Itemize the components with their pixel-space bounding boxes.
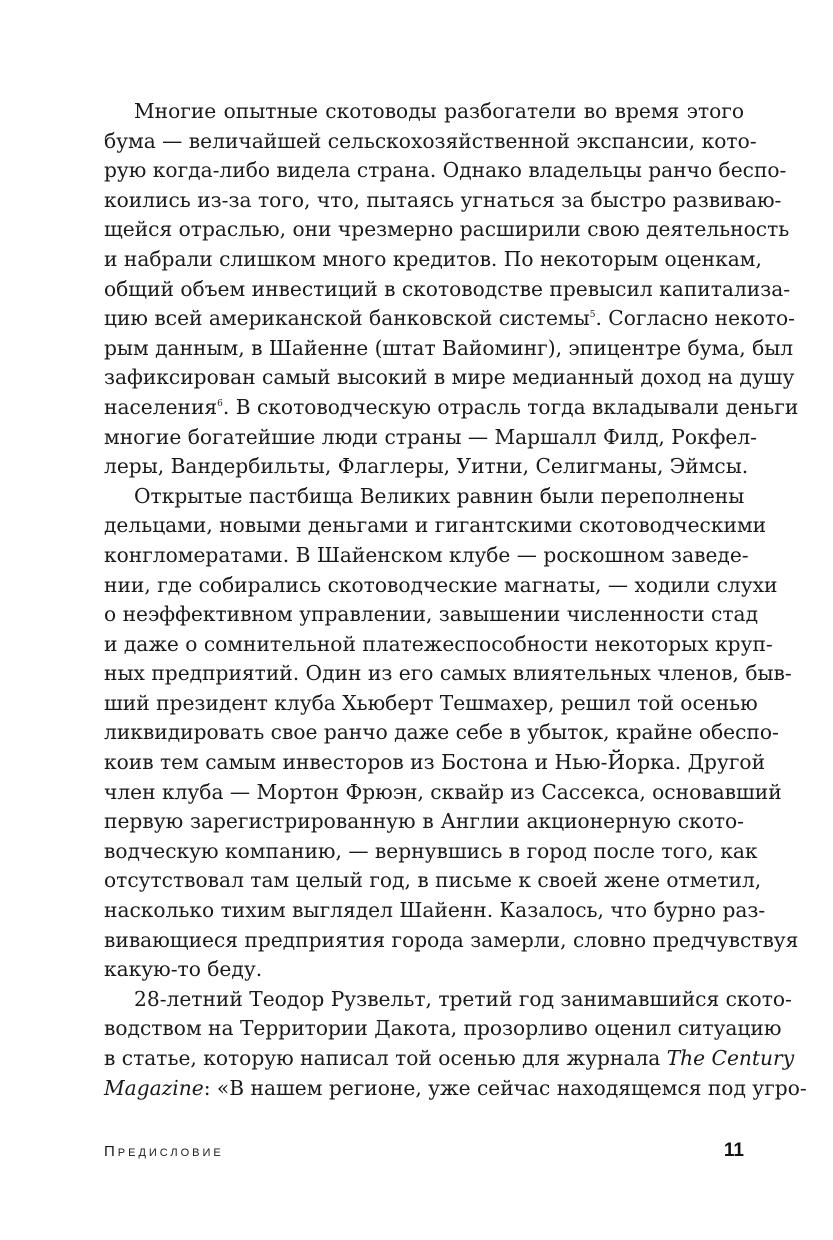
journal-title: Magazine (104, 1075, 204, 1100)
footnote-ref-5[interactable]: 5 (589, 310, 596, 321)
text-line: общий объем инвестиций в скотоводстве превысил капитализа- (104, 276, 791, 301)
text-line: и даже о сомнительной платежеспособности некоторых круп- (104, 631, 773, 656)
text-run: цию всей американской банковской системы (104, 306, 590, 331)
text-line: вивающиеся предприятия города замерли, словно предчувствуя (104, 927, 799, 952)
text-run: в статье, которую написал той осенью для журнала (104, 1046, 661, 1070)
text-run: населения (104, 394, 218, 419)
text-line: Многие опытные скотоводы разбогатели во время этого (134, 99, 744, 123)
text-line: дельцами, новыми деньгами и гигантскими скотоводческими (104, 513, 767, 538)
text-line: конгломератами. В Шайенском клубе — роскошном заведе- (104, 542, 749, 567)
text-line (104, 1044, 795, 1074)
text-line: о неэффективном управлении, завышении численности стад (104, 602, 758, 627)
text-line: ший президент клуба Хьюберт Тешмахер, решил той осенью (104, 690, 758, 715)
text-line: рую когда-либо видела страна. Однако владельцы ранчо беспо- (104, 158, 787, 183)
text-line: Открытые пастбища Великих равнин были переполнены (134, 483, 745, 508)
body-text (104, 97, 807, 1103)
text-line: коив тем самым инвесторов из Бостона и Нью-Йорка. Другой (104, 750, 766, 775)
footnote-ref-6[interactable]: 6 (217, 398, 223, 409)
text-line: леры, Вандербильты, Флаглеры, Уитни, Селигманы, Эймсы. (104, 454, 749, 479)
text-line: отсутствовал там целый год, в письме к своей жене отметил, (104, 868, 762, 893)
text-line: член клуба — Мортон Фрюэн, сквайр из Сассекса, основавший (104, 779, 782, 804)
text-line: водческую компанию, — вернувшись в город после того, как (104, 838, 758, 863)
page-number: 11 (723, 1140, 744, 1161)
text-line (104, 1074, 807, 1104)
text-line: щейся отраслью, они чрезмерно расширили свою деятельность (104, 217, 790, 242)
text-line: насколько тихим выглядел Шайенн. Казалось, что бурно раз- (104, 898, 766, 923)
text-line (104, 304, 795, 334)
text-line: и набрали слишком много кредитов. По некоторым оценкам, (104, 246, 762, 271)
text-line: какую-то беду. (104, 957, 263, 982)
text-line: рым данным, в Шайенне (штат Вайоминг), эпицентре бума, был (104, 335, 794, 360)
text-line (104, 393, 799, 423)
running-head: Предисловие (104, 1142, 224, 1160)
text-line: водством на Территории Дакота, прозорливо оценил ситуацию (104, 1016, 782, 1041)
text-line: бума — величайшей сельскохозяйственной экспансии, кото- (104, 128, 757, 153)
text-run: . Согласно некото- (595, 306, 795, 331)
text-line: первую зарегистрированную в Англии акционерную ското- (104, 809, 744, 834)
journal-title: The Century (666, 1046, 795, 1070)
text-line: нии, где собирались скотоводческие магнаты, — ходили слухи (104, 572, 778, 597)
page-footer (104, 1136, 744, 1166)
text-run: . В скотоводческую отрасль тогда вкладывали деньги (222, 394, 799, 419)
text-line: ных предприятий. Один из его самых влиятельных членов, быв- (104, 661, 792, 686)
text-line: ликвидировать свое ранчо даже себе в убыток, крайне обеспо- (104, 720, 779, 745)
text-line: многие богатейшие люди страны — Маршалл Филд, Рокфел- (104, 424, 758, 449)
text-line: зафиксирован самый высокий в мире медианный доход на душу (104, 365, 795, 390)
text-line: коились из-за того, что, пытаясь угнаться за быстро развиваю- (104, 187, 782, 212)
text-run: : «В нашем регионе, уже сейчас находящемся под угро- (203, 1075, 807, 1100)
text-line: 28-летний Теодор Рузвельт, третий год занимавшийся ското- (134, 986, 792, 1011)
